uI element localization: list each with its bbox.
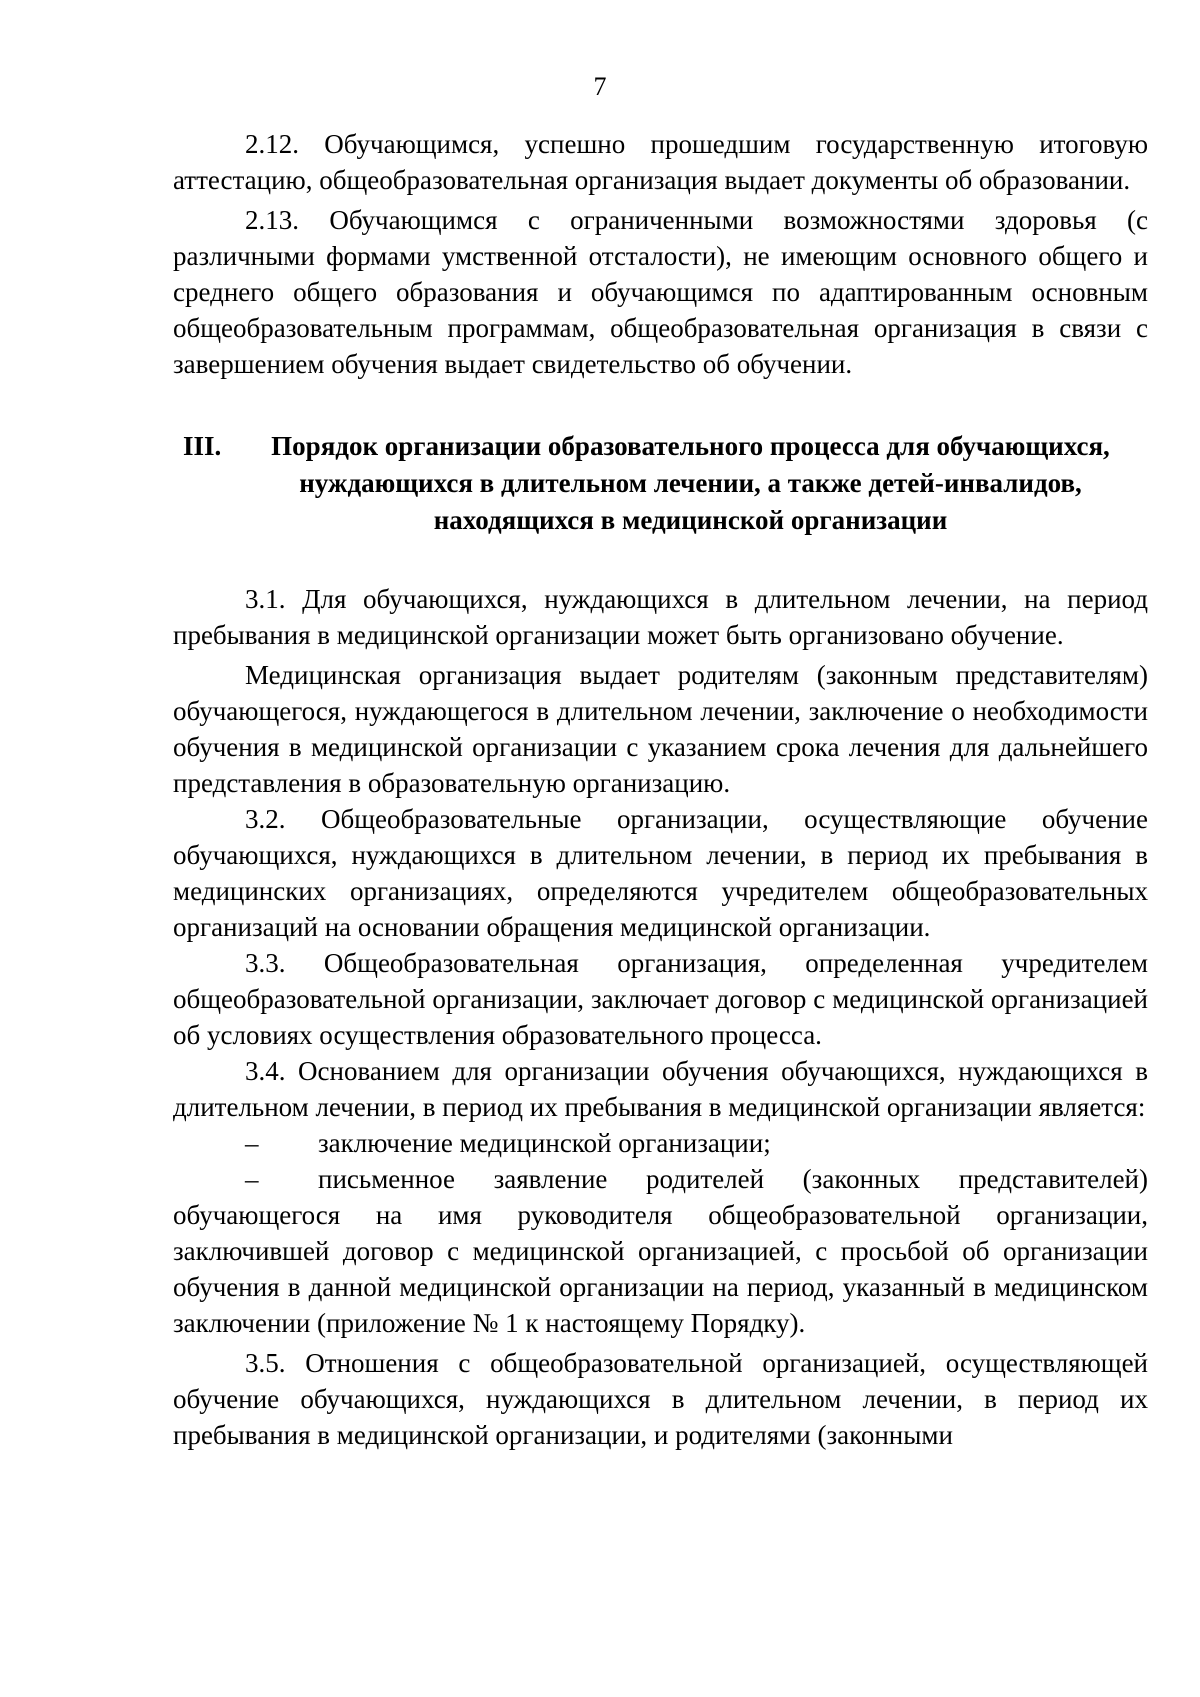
list-item — [173, 1161, 1148, 1341]
list-item-text: заключение медицинской организации; — [318, 1128, 771, 1158]
page-number: 7 — [593, 72, 607, 101]
paragraph-medical-conclusion: Медицинская организация выдает родителям (законным представителям) обучающегося, нуждающегося в длительном лечении, заключение о необходимости обучения в медицинской организации с указанием срока лечения для дальнейшего представления в образовательную организацию. — [173, 660, 1148, 798]
paragraph-3-4: 3.4. Основанием для организации обучения обучающихся, нуждающихся в длительном лечении, в период их пребывания в медицинской организации является: — [173, 1056, 1148, 1122]
dash-bullet: – — [245, 1164, 259, 1194]
paragraph-3-2: 3.2. Общеобразовательные организации, осуществляющие обучение обучающихся, нуждающихся в длительном лечении, в период их пребывания в медицинских организациях, определяются учредителем общеобразовательных организаций на основании обращения медицинской организации. — [173, 804, 1148, 942]
paragraph-2-13: 2.13. Обучающимся с ограниченными возможностями здоровья (с различными формами умственной отсталости), не имеющим основного общего и среднего общего образования и обучающимся по адаптированным основным общеобразовательным программам, общеобразовательная организация в связи с завершением обучения выдает свидетельство об обучении. — [173, 205, 1148, 379]
section-numeral: III. — [183, 431, 222, 461]
paragraph-3-3: 3.3. Общеобразовательная организация, определенная учредителем общеобразовательной организации, заключает договор с медицинской организацией об условиях осуществления образовательного процесса. — [173, 948, 1148, 1050]
section-title: Порядок организации образовательного процесса для обучающихся, нуждающихся в длительном лечении, а также детей-инвалидов, находящихся в медицинской организации — [271, 431, 1110, 535]
document-body — [173, 126, 1148, 1453]
section-heading — [173, 428, 1148, 539]
list-item-text: письменное заявление родителей (законных представителей) обучающегося на имя руководителя общеобразовательной организации, заключившей договор с медицинской организацией, с просьбой об организации обучения в данной медицинской организации на период, указанный в медицинском заключении (приложение № 1 к настоящему Порядку). — [173, 1164, 1148, 1338]
paragraph-3-5: 3.5. Отношения с общеобразовательной организацией, осуществляющей обучение обучающихся, нуждающихся в длительном лечении, в период их пребывания в медицинской организации, и родителями (законными — [173, 1348, 1148, 1450]
paragraph-3-1: 3.1. Для обучающихся, нуждающихся в длительном лечении, на период пребывания в медицинской организации может быть организовано обучение. — [173, 584, 1148, 650]
list-item — [173, 1125, 1148, 1161]
dash-bullet: – — [245, 1128, 259, 1158]
paragraph-2-12: 2.12. Обучающимся, успешно прошедшим государственную итоговую аттестацию, общеобразовательная организация выдает документы об образовании. — [173, 129, 1148, 195]
